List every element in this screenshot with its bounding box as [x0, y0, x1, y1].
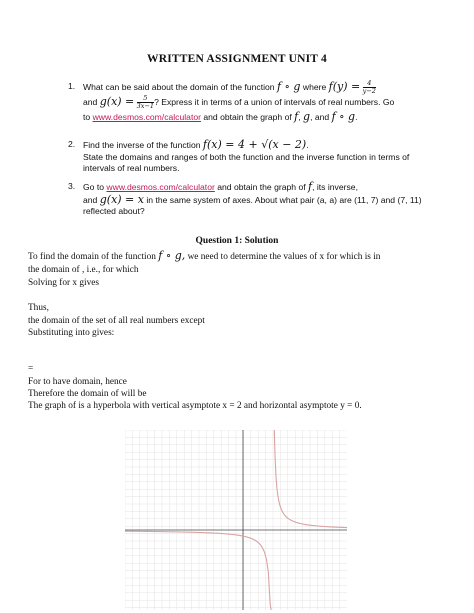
question-line: What can be said about the domain of the function f ∘ g where f(y) = $\frac{4}{y-2}$ [83, 79, 376, 96]
solution-line: Substituting into gives: [28, 328, 115, 338]
hyperbola-graph [125, 430, 347, 610]
question-line: and g(x) = x in the same system of axes. About what pair (a, a) are (11, 7) and (7, 11) reflected about? [83, 193, 422, 216]
question-line: Go to www.desmos.com/calculator and obtain the graph of f, its inverse, [83, 180, 358, 193]
desmos-link[interactable]: www.desmos.com/calculator [92, 112, 201, 123]
solution-heading: Question 1: Solution [195, 236, 279, 246]
question-line: and g(x) = $\frac{5}{3x-1}$ ? Express it in terms of a union of intervals of real numbers. Go [83, 94, 395, 111]
desmos-link[interactable]: www.desmos.com/calculator [106, 182, 215, 192]
solution-line: the domain of the set of all real numbers except [28, 316, 205, 326]
question-number: 3. [68, 181, 76, 191]
solution-line: Thus, [28, 303, 49, 313]
fraction-gx: $\frac{5}{3x-1}$ [136, 94, 155, 111]
question-2 [68, 138, 428, 178]
solution-line: Therefore the domain of will be [28, 389, 147, 399]
solution-line: = [28, 364, 34, 374]
solution-line: the domain of , i.e., for which [28, 265, 139, 275]
page-title: WRITTEN ASSIGNMENT UNIT 4 [147, 53, 327, 65]
math-gx: g(x) = x [99, 193, 144, 206]
question-body [83, 138, 428, 173]
math-fy: f(y) = [328, 80, 361, 93]
question-1 [68, 80, 428, 130]
solution-line: Solving for x gives [28, 278, 100, 288]
solution-line: To find the domain of the function f ∘ g, we need to determine the values of x for which is in [28, 249, 381, 262]
math-fx: f(x) = 4 + √(x − 2) [202, 138, 307, 151]
solution-line: For to have domain, hence [28, 377, 127, 387]
question-line: to www.desmos.com/calculator and obtain the graph of f, g, and f ∘ g. [83, 110, 358, 124]
math-fog: f ∘ g [276, 80, 301, 93]
solution-line: The graph of is a hyperbola with vertical asymptote x = 2 and horizontal asymptote y = 0. [28, 401, 362, 411]
question-number: 2. [68, 139, 76, 149]
fraction-fy: $\frac{4}{y-2}$ [362, 79, 376, 96]
question-line: State the domains and ranges of both the function and the inverse function in terms of intervals of real numbers. [83, 152, 410, 173]
question-line: Find the inverse of the function f(x) = 4 + √(x − 2). [83, 138, 309, 151]
question-body [83, 180, 428, 217]
question-3 [68, 180, 428, 228]
question-number: 1. [68, 81, 76, 91]
math-gx: g(x) = [99, 95, 135, 109]
question-body [83, 80, 428, 124]
